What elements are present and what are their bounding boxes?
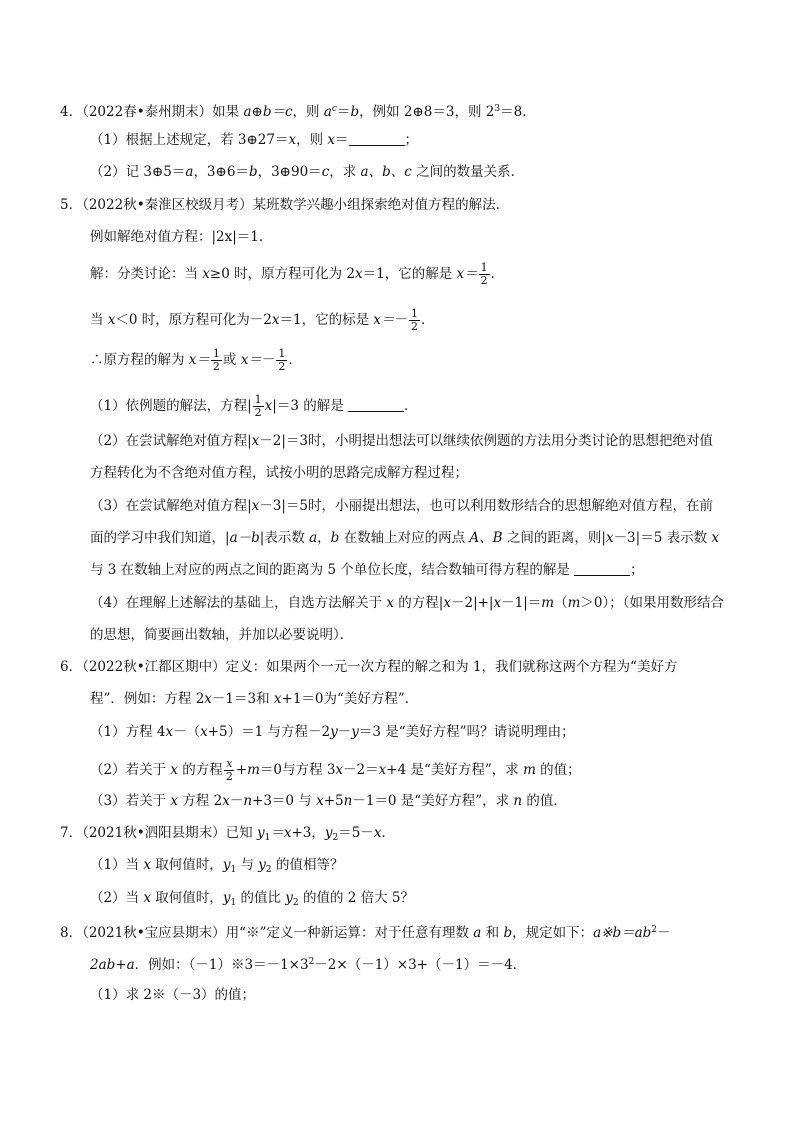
q6-part2: （2）若关于 x 的方程 $\frac{x}{2}$ +m＝0与方程 3x－2＝x+4 是“美好方程”，求 m 的值； <box>90 757 581 783</box>
answer-blank[interactable] <box>574 563 630 576</box>
q6-stem-line1: 6．（2022秋•江都区期中）定义：如果两个一元一次方程的解之和为 1，我们就称这两个方程为“美好方 <box>60 659 678 675</box>
answer-blank[interactable] <box>349 133 405 146</box>
q5-solution-line1: 解：分类讨论：当 x≥0 时，原方程可化为 2x＝1，它的解是 x＝ $\frac{1}{2}$ ． <box>90 261 505 287</box>
q5-part3-line2: 面的学习中我们知道，|a－b|表示数 a，b 在数轴上对应的两点 A、B 之间的距离，则|x－3|＝5 表示数 x <box>90 530 719 546</box>
q5-part2-line1: （2）在尝试解绝对值方程|x－2|＝3时，小明提出想法可以继续依例题的方法用分类讨论的思想把绝对值 <box>90 433 713 449</box>
q8-stem-line1: 8．（2021秋•宝应县期末）用“※”定义一种新运算：对于任意有理数 a 和 b，规定如下：$a※b=ab^2-$ <box>60 925 671 941</box>
q7-stem: 7．（2021秋•泗阳县期末）已知 $y_1=x+3$，$y_2=5-x$． <box>60 825 395 843</box>
q5-part3-line1: （3）在尝试解绝对值方程|x－3|＝5时，小丽提出想法，也可以利用数形结合的思想解绝对值方程，在前 <box>90 498 713 514</box>
q4-part2: （2）记 3⊕5＝a，3⊕6＝b，3⊕90＝c，求 a、b、c 之间的数量关系． <box>90 164 525 180</box>
q5-part4-line1: （4）在理解上述解法的基础上，自选方法解关于 x 的方程|x－2|+|x－1|＝m（m＞0）；（如果用数形结合 <box>90 595 724 611</box>
q8-stem-line2: 2ab+a．例如：$(-1)※3=-1\times 3^2-2\times(-1)\times 3+(-1)=-4$． <box>90 957 527 973</box>
q4-stem: 4．（2022春•泰州期末）如果 a⊕b＝c，则 $a^c=b$，例如 2⊕8＝3，则 $2^3=8$． <box>60 104 536 120</box>
q5-solution-line3: ∴原方程的解为 x＝ $\frac{1}{2}$ 或 x＝－ $\frac{1}{2}$ ． <box>90 347 302 373</box>
q5-solution-line2: 当 x＜0 时，原方程可化为－2x＝1，它的标是 x＝－ $\frac{1}{2}$ ． <box>90 307 435 333</box>
q5-example: 例如解绝对值方程：|2x|＝1． <box>90 229 273 245</box>
q4-part1: （1）根据上述规定，若 3⊕27＝x，则 x＝ ； <box>90 132 419 148</box>
q7-part2: （2）当 x 取何值时，$y_1$ 的值比 $y_2$ 的值的 2 倍大 5？ <box>90 890 414 908</box>
q5-part2-line2: 方程转化为不含绝对值方程，试按小明的思路完成解方程过程； <box>90 465 468 481</box>
q8-part1: （1）求 2※（－3）的值； <box>90 987 256 1003</box>
q6-part3: （3）若关于 x 方程 2x－n+3＝0 与 x+5n－1＝0 是“美好方程”，求 n 的值． <box>90 793 567 809</box>
q5-part4-line2: 的思想，简要画出数轴，并加以必要说明）． <box>90 627 354 643</box>
q5-stem: 5．（2022秋•秦淮区校级月考）某班数学兴趣小组探索绝对值方程的解法． <box>60 197 510 213</box>
q7-part1: （1）当 x 取何值时，$y_1$ 与 $y_2$ 的值相等？ <box>90 857 344 875</box>
answer-blank[interactable] <box>348 399 404 412</box>
q5-part3-line3: 与 3 在数轴上对应的两点之间的距离为 5 个单位长度，结合数轴可得方程的解是 ； <box>90 562 644 578</box>
q5-part1: （1）依例题的解法，方程| $\frac{1}{2}$ x|＝3 的解是 ． <box>90 393 418 419</box>
q6-part1: （1）方程 4x－（x+5）＝1 与方程－2y－y＝3 是“美好方程”吗？请说明理由； <box>90 724 575 740</box>
q6-stem-line2: 程”．例如：方程 2x－1＝3和 x+1＝0为“美好方程”． <box>90 691 419 707</box>
